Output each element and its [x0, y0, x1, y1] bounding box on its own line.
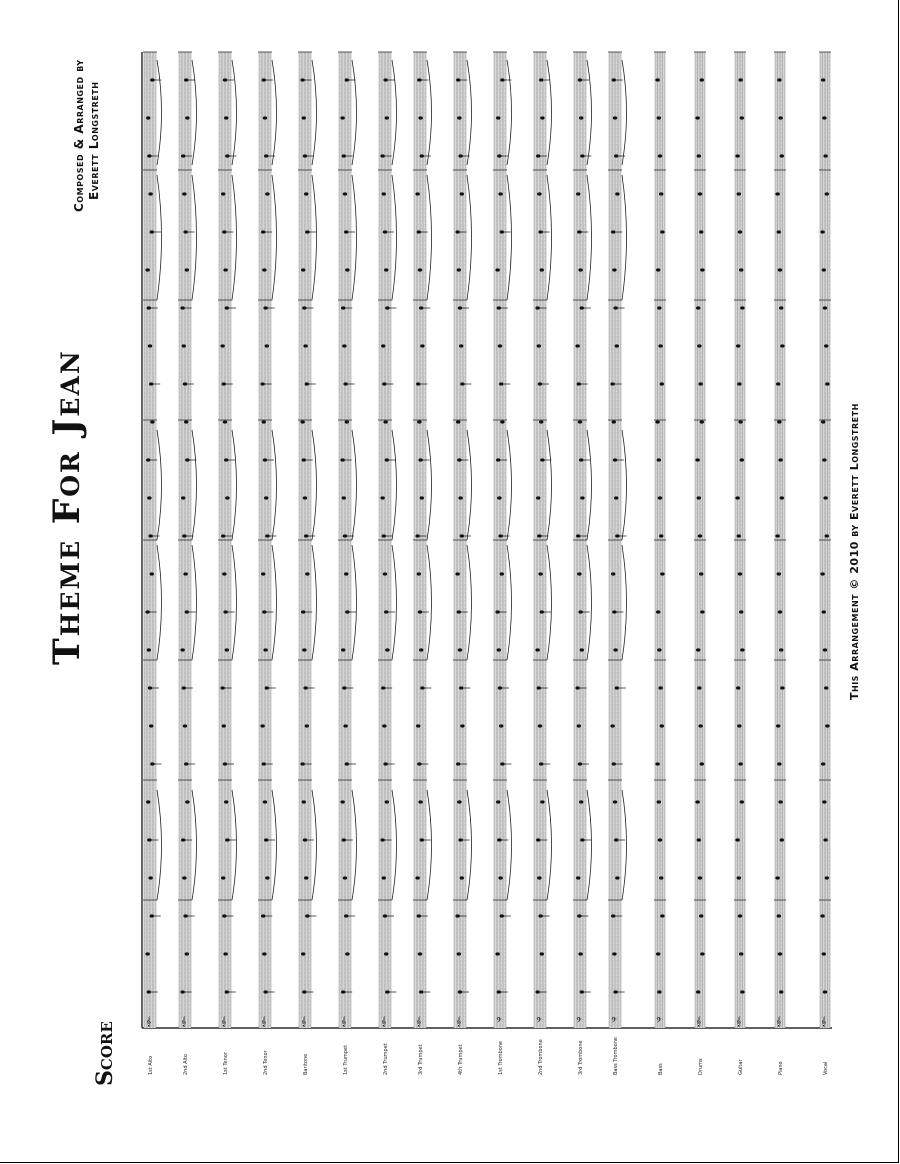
- svg-text:𝄞: 𝄞: [776, 1017, 782, 1027]
- instrument-label: 1st Tenor: [223, 1052, 229, 1075]
- svg-text:𝄞: 𝄞: [381, 1017, 387, 1027]
- instrument-label: Baritone: [303, 1053, 309, 1075]
- svg-text:𝄞: 𝄞: [416, 1017, 422, 1027]
- svg-text:𝄞: 𝄞: [736, 1017, 742, 1027]
- copyright-notice: This Arrangement © 2010 by Everett Longstreth: [848, 403, 861, 700]
- instrument-label: Piano: [778, 1061, 784, 1075]
- score-label: Score: [92, 1021, 118, 1086]
- svg-text:𝄞: 𝄞: [456, 1017, 462, 1027]
- svg-text:𝄢: 𝄢: [496, 1017, 502, 1027]
- instrument-label: 1st Alto: [148, 1055, 154, 1075]
- instrument-label: 2nd Trombone: [538, 1039, 544, 1075]
- instrument-label: Bass Trombone: [613, 1037, 619, 1075]
- svg-text:𝄞: 𝄞: [696, 1017, 702, 1027]
- instrument-label: 1st Trumpet: [343, 1045, 349, 1075]
- svg-text:𝄞: 𝄞: [821, 1017, 827, 1027]
- composer-credit: Composed & Arranged by: [72, 59, 86, 212]
- svg-text:𝄞: 𝄞: [301, 1017, 307, 1027]
- svg-text:𝄢: 𝄢: [611, 1017, 617, 1027]
- instrument-label: 1st Trombone: [498, 1040, 504, 1075]
- svg-text:𝄢: 𝄢: [536, 1017, 542, 1027]
- instrument-label: 3rd Trumpet: [418, 1044, 424, 1075]
- instrument-label: Drums: [698, 1058, 704, 1075]
- svg-text:𝄞: 𝄞: [341, 1017, 347, 1027]
- svg-text:𝄞: 𝄞: [261, 1017, 267, 1027]
- svg-text:𝄢: 𝄢: [656, 1017, 662, 1027]
- instrument-label: 4th Trumpet: [458, 1044, 464, 1075]
- instrument-label: Bass: [658, 1063, 664, 1075]
- instrument-label: Guitar: [738, 1059, 744, 1075]
- page-title: Theme For Jean: [46, 349, 88, 665]
- instrument-label: 3rd Trombone: [578, 1040, 584, 1075]
- svg-text:𝄞: 𝄞: [221, 1017, 227, 1027]
- composer-name: Everett Longstreth: [87, 81, 101, 200]
- svg-text:𝄢: 𝄢: [576, 1017, 582, 1027]
- svg-text:𝄞: 𝄞: [146, 1017, 152, 1027]
- svg-text:𝄞: 𝄞: [181, 1017, 187, 1027]
- instrument-label: Vocal: [823, 1061, 829, 1075]
- instrument-label: 2nd Alto: [183, 1054, 189, 1075]
- instrument-label: 2nd Trumpet: [383, 1043, 389, 1075]
- instrument-label: 2nd Tenor: [263, 1050, 269, 1075]
